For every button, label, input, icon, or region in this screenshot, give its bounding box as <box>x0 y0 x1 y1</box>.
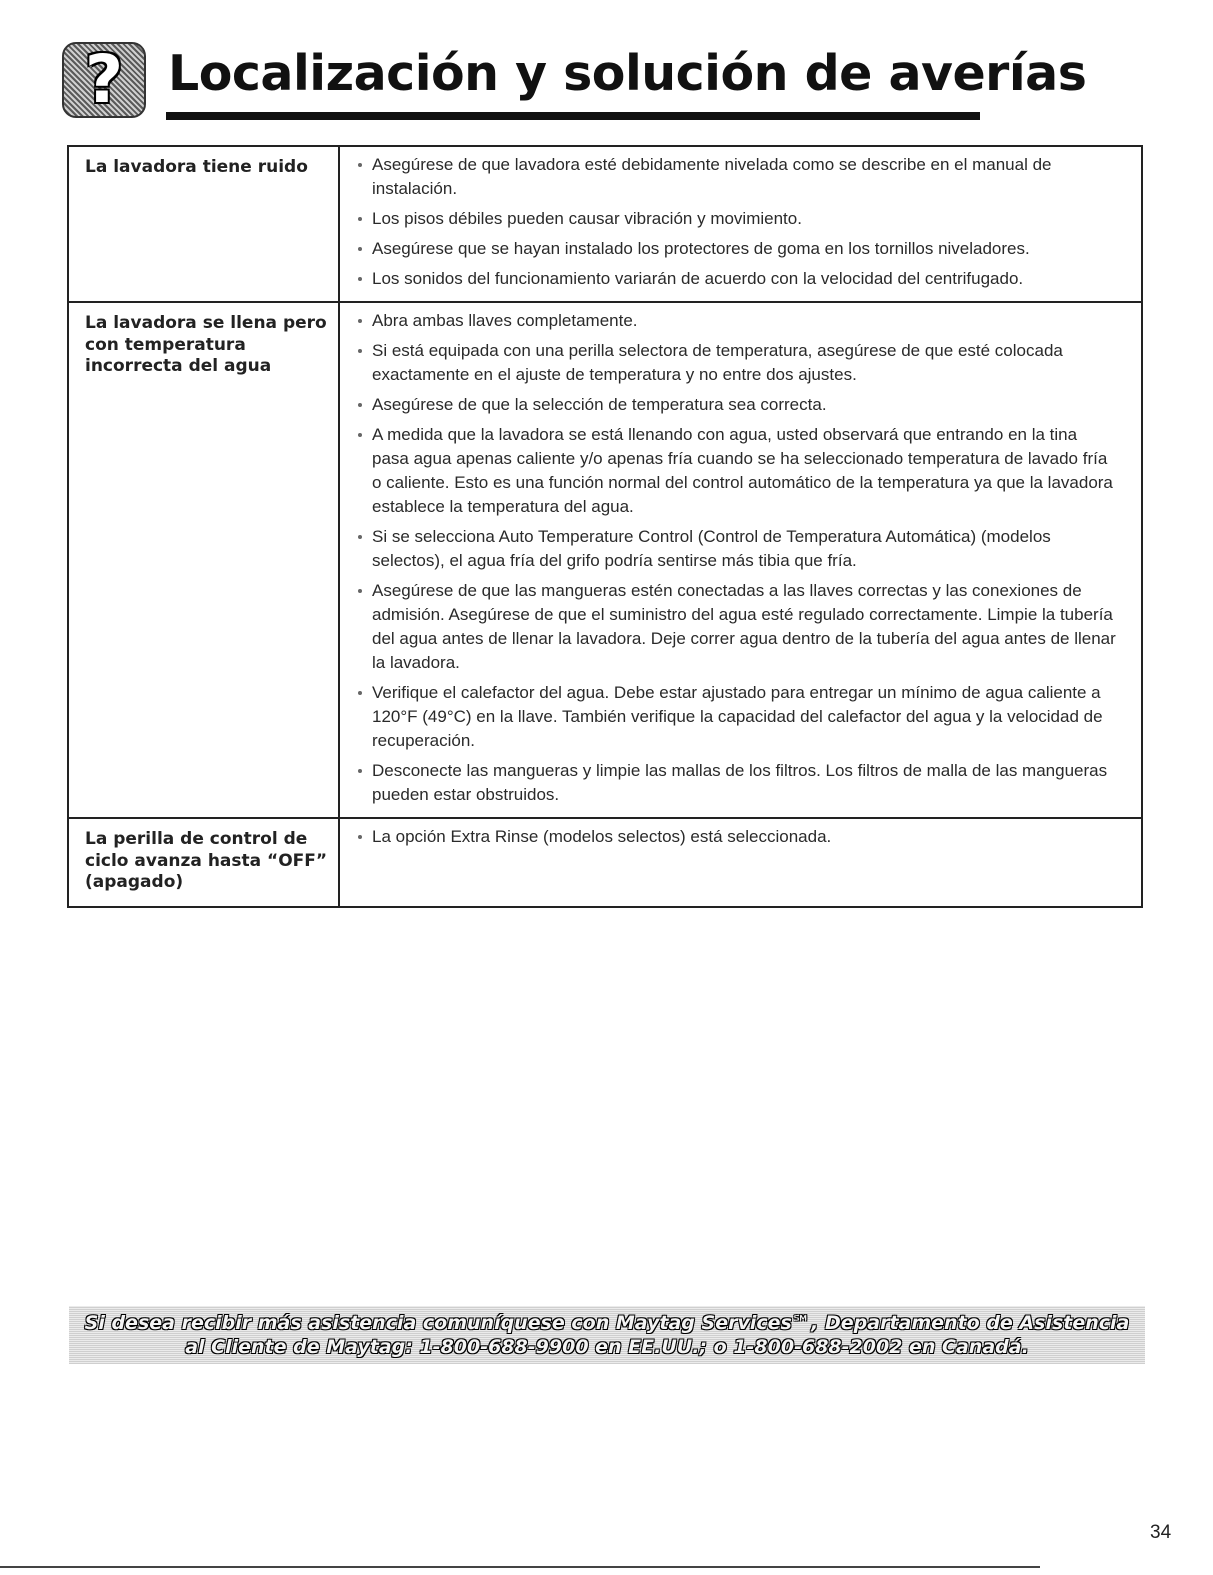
footer-divider <box>0 1566 1040 1568</box>
solutions-cell <box>339 818 1142 907</box>
solution-item: Los pisos débiles pueden causar vibración y movimiento. <box>352 207 1117 231</box>
solution-item: Abra ambas llaves completamente. <box>352 309 1117 333</box>
problem-cell <box>68 818 339 907</box>
banner-line: al Cliente de Maytag: 1-800-688-9900 en EE.UU.; o 1-800-688-2002 en Canadá. <box>185 1336 1029 1358</box>
assistance-banner <box>69 1306 1145 1364</box>
page-number: 34 <box>1150 1522 1172 1543</box>
solution-list <box>352 153 1117 291</box>
solution-item: Asegúrese que se hayan instalado los protectores de goma en los tornillos niveladores. <box>352 237 1117 261</box>
solution-item: Asegúrese de que la selección de temperatura sea correcta. <box>352 393 1117 417</box>
solution-item: Si se selecciona Auto Temperature Control (Control de Temperatura Automática) (modelos selectos), el agua fría del grifo podría sentirse más tibia que fría. <box>352 525 1117 573</box>
page-header <box>62 38 1087 122</box>
problem-cell <box>68 302 339 818</box>
table-row <box>68 146 1142 302</box>
solution-item: Desconecte las mangueras y limpie las mallas de los filtros. Los filtros de malla de las mangueras pueden estar obstruidos. <box>352 759 1117 807</box>
solution-list <box>352 309 1117 807</box>
solution-list <box>352 825 1117 849</box>
solution-item: Si está equipada con una perilla selectora de temperatura, asegúrese de que esté colocada exactamente en el ajuste de temperatura y no entre dos ajustes. <box>352 339 1117 387</box>
troubleshooting-table <box>67 145 1143 908</box>
solution-item: Asegúrese de que las mangueras estén conectadas a las llaves correctas y las conexiones de admisión. Asegúrese de que el suministro del agua esté regulado correctamente. Limpie la tubería del agua antes de llenar la lavadora. Deje correr agua dentro de la tubería del agua antes de llenar la lavadora. <box>352 579 1117 675</box>
question-mark-icon: ? <box>62 42 146 118</box>
problem-text: La lavadora tiene ruido <box>85 157 308 177</box>
solution-item: A medida que la lavadora se está llenando con agua, usted observará que entrando en la tina pasa agua apenas caliente y/o apenas fría cuando se ha seleccionado temperatura de lavado fría o caliente. Esto es una función normal del control automático de la temperatura ya que la lavadora establece la temperatura del agua. <box>352 423 1117 519</box>
problem-cell <box>68 146 339 302</box>
solutions-cell <box>339 302 1142 818</box>
problem-text: La perilla de control de ciclo avanza hasta “OFF” (apagado) <box>85 829 328 892</box>
solutions-cell <box>339 146 1142 302</box>
problem-text: La lavadora se llena pero con temperatura incorrecta del agua <box>85 313 327 376</box>
banner-line: Si desea recibir más asistencia comuníquese con Maytag Services℠, Departamento de Asistencia <box>84 1312 1130 1334</box>
solution-item: Asegúrese de que lavadora esté debidamente nivelada como se describe en el manual de instalación. <box>352 153 1117 201</box>
table-row <box>68 818 1142 907</box>
solution-item: La opción Extra Rinse (modelos selectos) está seleccionada. <box>352 825 1117 849</box>
title-underline <box>166 112 980 120</box>
table-row <box>68 302 1142 818</box>
page-title: Localización y solución de averías <box>168 45 1087 102</box>
solution-item: Verifique el calefactor del agua. Debe estar ajustado para entregar un mínimo de agua caliente a 120°F (49°C) en la llave. También verifique la capacidad del calefactor del agua y la velocidad de recuperación. <box>352 681 1117 753</box>
solution-item: Los sonidos del funcionamiento variarán de acuerdo con la velocidad del centrifugado. <box>352 267 1117 291</box>
